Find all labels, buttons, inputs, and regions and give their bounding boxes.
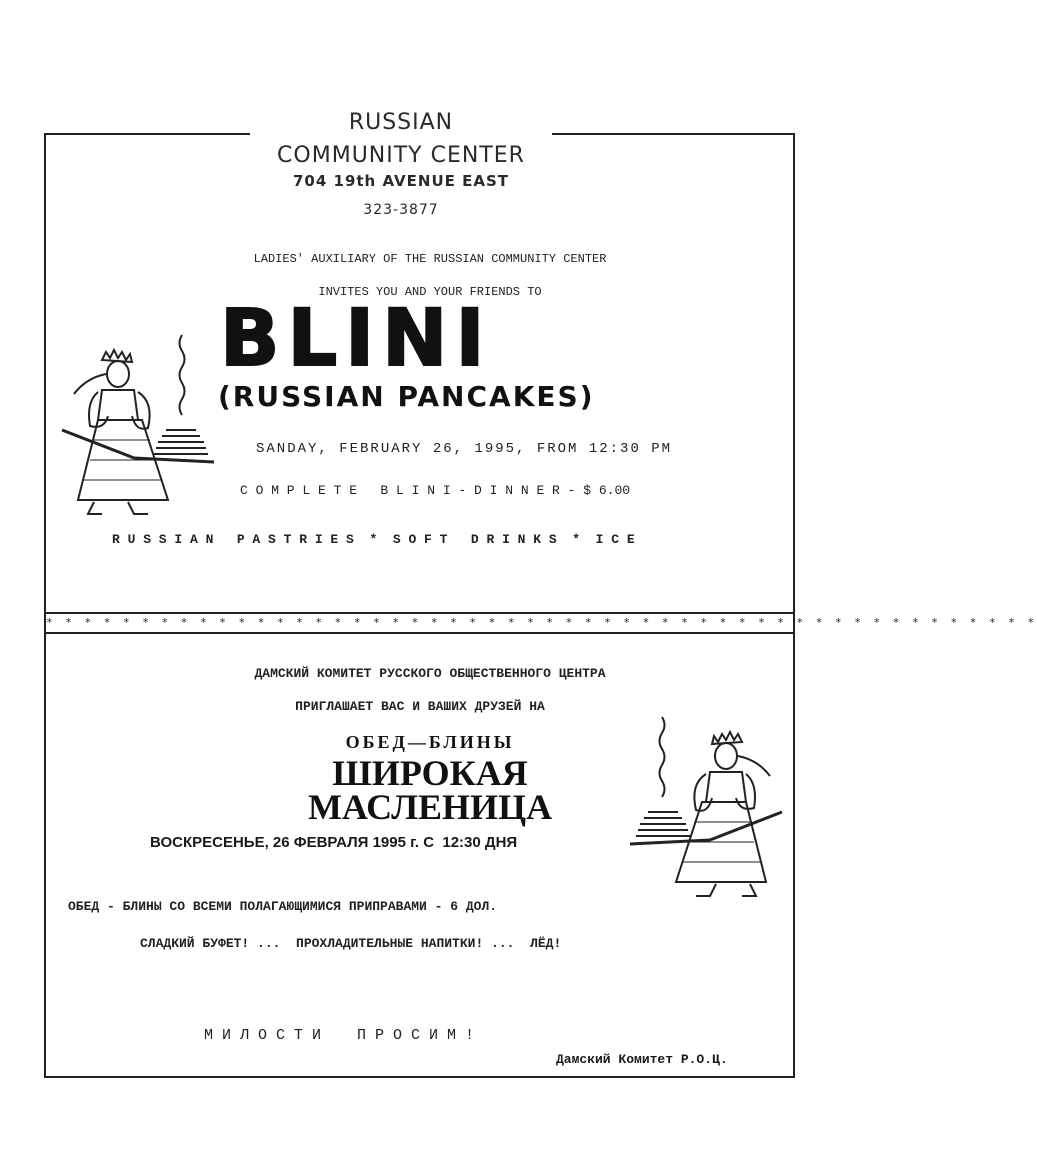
frame-top-right-rule (552, 133, 795, 135)
russian-host-line: ДАМСКИЙ КОМИТЕТ РУССКОГО ОБЩЕСТВЕННОГО ЦЕНТРА (254, 666, 606, 681)
header-org-line1: RUSSIAN (348, 110, 454, 135)
header-address: 704 19th AVENUE EAST (292, 172, 510, 190)
english-subtitle: (RUSSIAN PANCAKES) (218, 380, 595, 413)
russian-event-line1: ШИРОКАЯ (332, 753, 528, 793)
russian-date: ВОСКРЕСЕНЬЕ, 26 ФЕВРАЛЯ 1995 г. С 12:30 ДНЯ (150, 834, 518, 851)
header-org-line2: COMMUNITY CENTER (277, 143, 525, 168)
section-divider: * * * * * * * * * * * * * * * * * * * * * * * * * * * * * * * * * * * * * * * * * * * * * * * * * * * * (46, 612, 793, 634)
russian-extras: СЛАДКИЙ БУФЕТ! ... ПРОХЛАДИТЕЛЬНЫЕ НАПИТКИ! ... ЛЁД! (140, 936, 562, 951)
frame-top-left-rule (44, 133, 250, 135)
english-dinner-price: C O M P L E T E B L I N I - D I N N E R - $ 6.00 (240, 483, 631, 498)
english-extras: R U S S I A N P A S T R I E S * S O F T D R I N K S * I C E (112, 532, 635, 547)
english-invite-line: INVITES YOU AND YOUR FRIENDS TO (318, 285, 542, 299)
russian-welcome: М И Л О С Т И П Р О С И М ! (204, 1027, 475, 1044)
woman-with-pancake-pan-illustration (54, 330, 224, 525)
english-date: SANDAY, FEBRUARY 26, 1995, FROM 12:30 PM (256, 441, 673, 457)
woman-with-pancake-pan-illustration-right (620, 712, 790, 907)
russian-event-line2: МАСЛЕНИЦА (307, 787, 553, 827)
russian-event-small: ОБЕД—БЛИНЫ (345, 732, 515, 752)
russian-dinner-price: ОБЕД - БЛИНЫ СО ВСЕМИ ПОЛАГАЮЩИМИСЯ ПРИПРАВАМИ - 6 ДОЛ. (68, 899, 498, 914)
header-phone: 323-3877 (363, 202, 439, 218)
russian-signature: Дамский Комитет Р.О.Ц. (556, 1052, 728, 1067)
russian-invite-line: ПРИГЛАШАЕТ ВАС И ВАШИХ ДРУЗЕЙ НА (295, 699, 545, 714)
english-host-line: LADIES' AUXILIARY OF THE RUSSIAN COMMUNITY CENTER (253, 252, 607, 266)
blini-title: BLINI (220, 294, 493, 384)
